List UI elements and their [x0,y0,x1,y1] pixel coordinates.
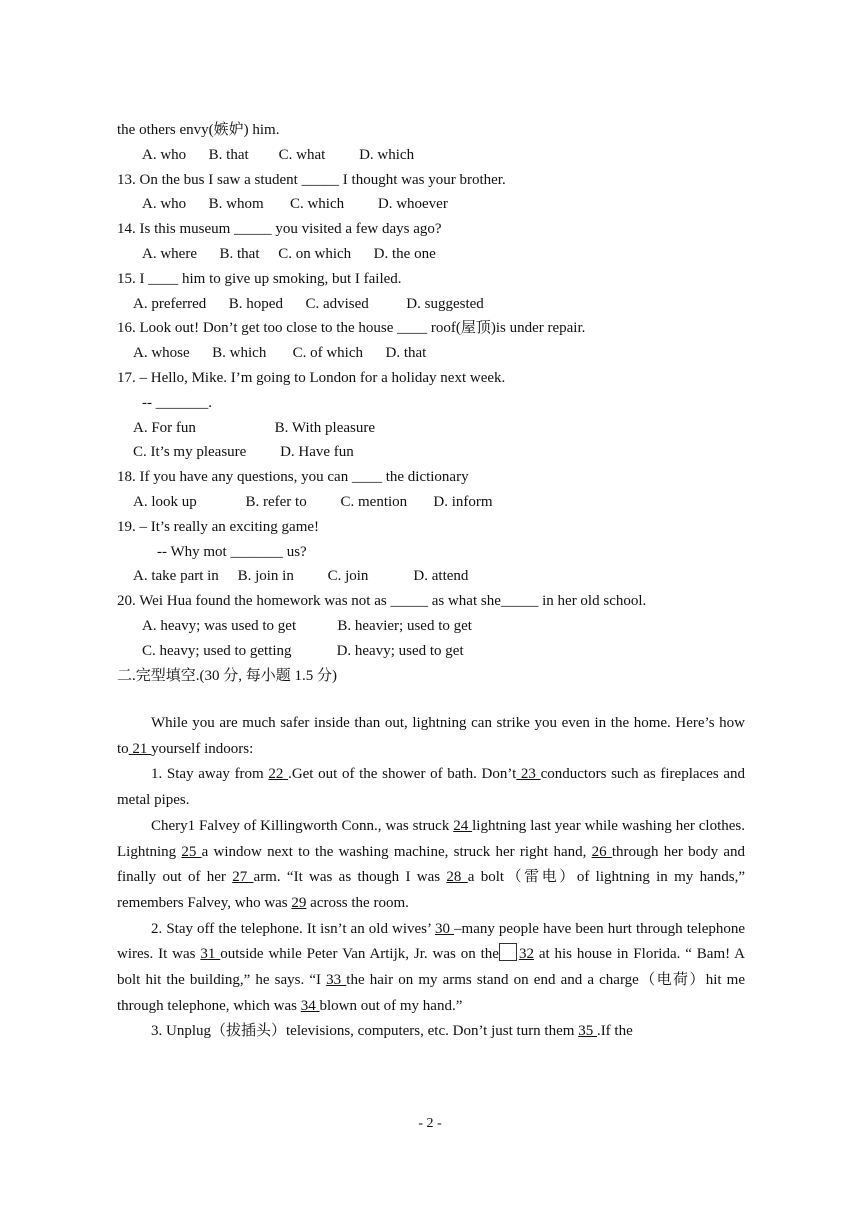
text: 1. Stay away from [151,766,269,783]
q19-options [117,564,745,589]
blank-25: 25 [181,843,202,860]
text: arm. “It was as though I was [253,869,447,886]
blank-30: 30 [434,920,455,937]
q12-options [117,143,745,168]
text: yourself indoors: [151,740,254,757]
q19-stem: 19. – It’s really an exciting game! [117,518,320,535]
text: the hair on my arms stand on end and a charge（电荷）hit me through telephone, which was [117,972,745,1014]
blank-21: 21 [128,740,152,757]
option-b: B. With pleasure [274,419,376,436]
q12-stem-end: the others envy(嫉妒) him. [117,122,280,138]
option-a: A. whose [133,345,190,362]
q13-stem: 13. On the bus I saw a student _____ I thought was your brother. [117,171,506,188]
blank-33: 33 [326,972,347,989]
q17-reply: -- _______. [142,394,212,411]
text: conductors such as fireplaces and metal pipes. [117,766,746,809]
text: across the room. [306,894,409,911]
text: outside while Peter Van Artijk, Jr. was on the [220,946,499,963]
cloze-paragraph [117,711,745,762]
text: a bolt（雷电）of lightning in my hands,” remembers Falvey, who was [117,869,745,911]
blank-35: 35 [578,1023,597,1040]
option-c: C. advised [305,295,369,312]
option-b: B. hoped [228,295,283,312]
text: 3. Unplug（拔插头）televisions, computers, etc. Don’t just turn them [151,1023,579,1040]
option-a: A. where [142,245,197,262]
text: 2. Stay off the telephone. It isn’t an old wives’ [151,920,435,937]
option-a: A. heavy; was used to get [142,617,297,634]
option-b: B. join in [237,568,294,585]
text: lightning last year while washing her clothes. Lightning [117,817,746,860]
blank-31: 31 [200,946,221,963]
q18-stem: 18. If you have any questions, you can ____ the dictionary [117,469,469,486]
cloze-passage [117,711,745,1045]
blank-32: 32 [518,946,534,963]
q17-options-2 [117,440,745,465]
q13-options [117,192,745,217]
q20-options-1 [117,614,745,639]
blank-22: 22 [268,766,289,783]
option-c: C. mention [340,493,408,510]
text: a window next to the washing machine, struck her right hand, [201,843,592,860]
option-c: C. on which [278,245,352,262]
blank-29: 29 [291,894,307,911]
text: through her body and finally out of her [117,843,745,886]
box-mark [499,943,517,961]
option-a: A. who [142,196,187,213]
option-d: D. heavy; used to get [336,642,464,659]
q16-options [117,341,745,366]
blank-24: 24 [453,817,473,834]
q14-stem: 14. Is this museum _____ you visited a few days ago? [117,221,442,238]
text: –many people have been hurt through telephone wires. It was [117,920,746,963]
text: .Get out of the shower of bath. Don’t [288,766,517,783]
blank-34: 34 [300,997,320,1014]
cloze-paragraph [117,814,745,917]
option-d: D. the one [373,245,436,262]
text: blown out of my hand.” [319,997,463,1014]
section-heading: 二.完型填空.(30 分, 每小题 1.5 分) [117,667,337,684]
option-a: A. preferred [133,295,207,312]
blank-23: 23 [516,766,541,783]
q17-options-1 [117,416,745,441]
q18-options [117,490,745,515]
text: While you are much safer inside than out, lightning can strike you even in the home. Here’s how to [117,715,745,757]
option-c: C. what [278,146,326,163]
option-a: A. For fun [133,419,196,436]
question-list [117,118,745,688]
blank-27: 27 [232,869,254,886]
text: at his house in Florida. “ Bam! A bolt hit the building,” he says. “I [117,946,745,989]
option-b: B. heavier; used to get [337,617,472,634]
option-a: A. take part in [133,568,219,585]
blank-26: 26 [591,843,612,860]
option-d: D. that [385,345,427,362]
option-d: D. Have fun [280,444,354,461]
q15-options [117,292,745,317]
option-b: B. whom [208,196,264,213]
cloze-paragraph [117,917,745,1020]
option-c: C. which [289,196,345,213]
text: .If the [596,1023,633,1040]
option-b: B. that [208,146,249,163]
option-b: B. that [219,245,260,262]
cloze-paragraph [117,762,745,813]
option-d: D. which [359,146,415,163]
q17-stem: 17. – Hello, Mike. I’m going to London for a holiday next week. [117,369,506,386]
option-d: D. suggested [406,295,484,312]
option-c: C. of which [292,345,364,362]
page-number: - 2 - [418,1116,442,1131]
option-c: C. join [327,568,369,585]
option-a: A. who [142,146,187,163]
blank-28: 28 [446,869,468,886]
text: Chery1 Falvey of Killingworth Conn., was struck [151,817,454,834]
option-d: D. attend [413,568,469,585]
q14-options [117,242,745,267]
q16-stem: 16. Look out! Don’t get too close to the house ____ roof(屋顶)is under repair. [117,320,586,337]
option-b: B. refer to [245,493,307,510]
cloze-paragraph [117,1019,745,1045]
q20-options-2 [117,639,745,664]
option-b: B. which [212,345,267,362]
option-d: D. inform [433,493,493,510]
option-c: C. It’s my pleasure [133,444,247,461]
q19-reply: -- Why mot _______ us? [157,543,307,560]
option-c: C. heavy; used to getting [142,642,292,659]
q20-stem: 20. Wei Hua found the homework was not as _____ as what she_____ in her old school. [117,593,647,610]
q15-stem: 15. I ____ him to give up smoking, but I failed. [117,270,402,287]
option-d: D. whoever [377,196,448,213]
option-a: A. look up [133,493,197,510]
